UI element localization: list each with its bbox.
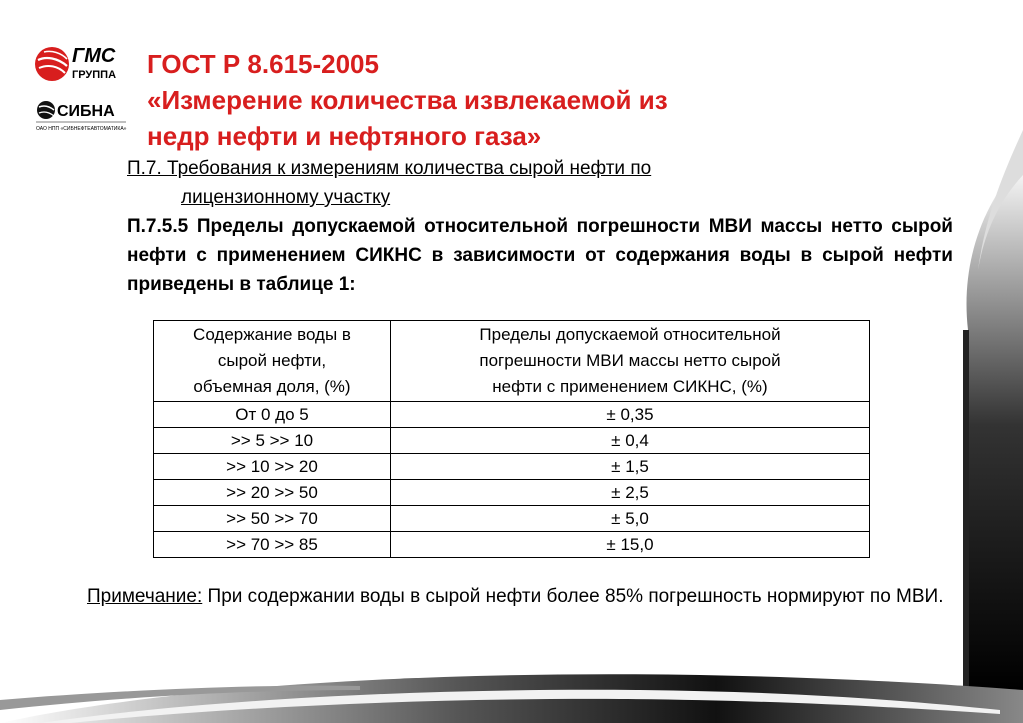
sibna-logo-text: СИБНА (57, 103, 115, 120)
section-content (127, 154, 953, 299)
table-row (154, 428, 870, 454)
title-line-1: ГОСТ Р 8.615-2005 (147, 49, 379, 79)
table-cell-water-content: >> 5 >> 10 (154, 428, 391, 454)
section-heading (127, 154, 953, 212)
table-row (154, 402, 870, 428)
table-cell-water-content: >> 10 >> 20 (154, 454, 391, 480)
table-cell-water-content: От 0 до 5 (154, 402, 391, 428)
error-limits-table (153, 320, 870, 558)
footnote (87, 582, 957, 611)
table-cell-error-limit: ± 1,5 (391, 454, 870, 480)
table-cell-error-limit: ± 5,0 (391, 506, 870, 532)
sibna-logo (36, 96, 128, 136)
gms-logo-text: ГМС (72, 45, 116, 67)
table-header-row (154, 321, 870, 402)
page-title (147, 46, 847, 154)
title-line-3: недр нефти и нефтяного газа» (147, 121, 542, 151)
table-row (154, 532, 870, 558)
table-header-water-content: Содержание воды в сырой нефти, объемная доля, (%) (154, 321, 391, 402)
table-header-error-limits: Пределы допускаемой относительной погрешности МВИ массы нетто сырой нефти с применением СИКНС, (%) (391, 321, 870, 402)
footnote-label: Примечание: (87, 586, 203, 607)
table-cell-error-limit: ± 15,0 (391, 532, 870, 558)
gms-group-logo (34, 38, 126, 90)
table-cell-water-content: >> 70 >> 85 (154, 532, 391, 558)
section-paragraph: П.7.5.5 Пределы допускаемой относительной погрешности МВИ массы нетто сырой нефти с применением СИКНС в зависимости от содержания воды в сырой нефти приведены в таблице 1: (127, 216, 953, 295)
table-cell-error-limit: ± 0,4 (391, 428, 870, 454)
gms-logo-subtext: ГРУППА (72, 69, 117, 81)
table-cell-error-limit: ± 0,35 (391, 402, 870, 428)
sibna-logo-subtext: ОАО НПП «СИБНЕФТЕАВТОМАТИКА» (36, 126, 127, 132)
table-row (154, 506, 870, 532)
table-cell-water-content: >> 20 >> 50 (154, 480, 391, 506)
title-line-2: «Измерение количества извлекаемой из (147, 85, 668, 115)
table-row (154, 480, 870, 506)
table-cell-error-limit: ± 2,5 (391, 480, 870, 506)
section-heading-line-1: П.7. Требования к измерениям количества сырой нефти по (127, 158, 652, 179)
section-heading-line-2: лицензионному участку (181, 187, 391, 208)
footnote-text: При содержании воды в сырой нефти более 85% погрешность нормируют по МВИ. (202, 586, 944, 607)
table-row (154, 454, 870, 480)
table-cell-water-content: >> 50 >> 70 (154, 506, 391, 532)
